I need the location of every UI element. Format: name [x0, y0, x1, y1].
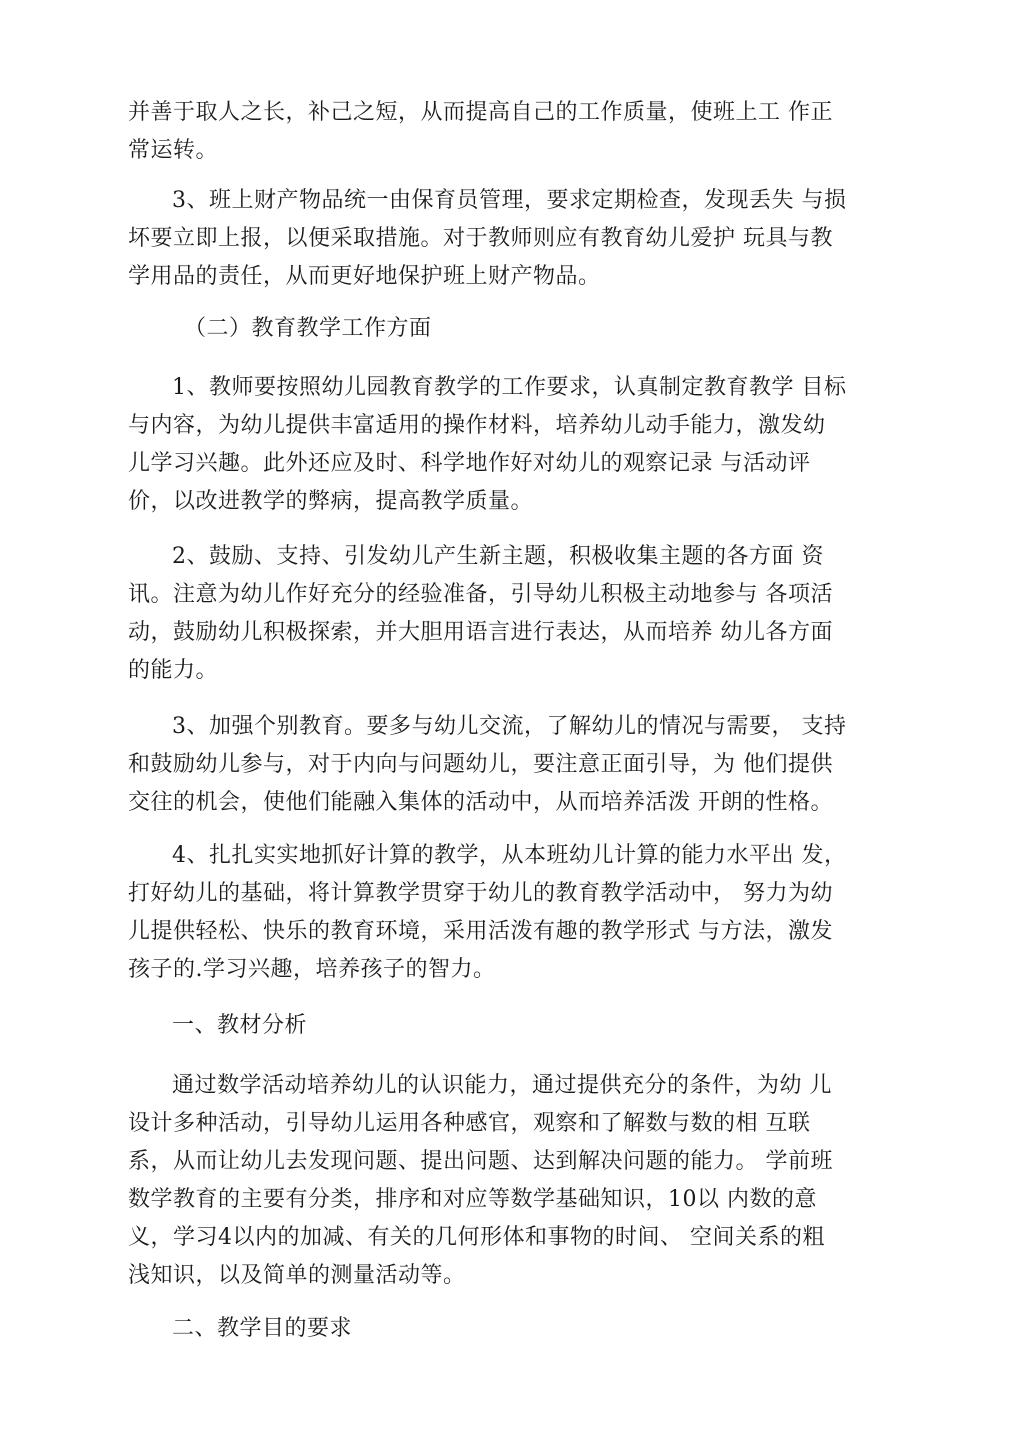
text-line: 儿提供轻松、快乐的教育环境，采用活泼有趣的教学形式 与方法，激发: [128, 919, 833, 944]
text-line: 系，从而让幼儿去发现问题、提出问题、达到解决问题的能力。 学前班: [128, 1149, 833, 1174]
text-line: 和鼓励幼儿参与，对于内向与问题幼儿，要注意正面引导，为 他们提供: [128, 752, 833, 777]
text-line: 并善于取人之长，补己之短，从而提高自己的工作质量，使班上工 作正: [128, 100, 833, 125]
text-line: 的能力。: [128, 658, 219, 683]
paragraph-continuation: [128, 94, 908, 170]
section-heading: [128, 1007, 908, 1045]
text-line: 坏要立即上报，以便采取措施。对于教师则应有教育幼儿爱护 玩具与教: [128, 226, 833, 251]
paragraph-item-3: [128, 182, 908, 296]
text-line: 孩子的.学习兴趣，培养孩子的智力。: [128, 957, 496, 982]
text-line: 与内容，为幼儿提供丰富适用的操作材料，培养幼儿动手能力，激发幼: [128, 413, 826, 438]
text-line: 通过数学活动培养幼儿的认识能力，通过提供充分的条件，为幼 儿: [172, 1073, 832, 1098]
text-line: 打好幼儿的基础，将计算教学贯穿于幼儿的教育教学活动中， 努力为幼: [128, 881, 833, 906]
paragraph-item-2: [128, 538, 908, 690]
text-line: 常运转。: [128, 138, 219, 163]
text-line: 浅知识，以及简单的测量活动等。: [128, 1263, 466, 1288]
paragraph-textbook-analysis: [128, 1067, 908, 1295]
paragraph-item-4: [128, 837, 908, 989]
text-line: 3、班上财产物品统一由保育员管理，要求定期检查，发现丢失 与损: [172, 188, 847, 213]
text-line: 学用品的责任，从而更好地保护班上财产物品。: [128, 264, 601, 289]
paragraph-item-3b: [128, 708, 908, 822]
text-line: 儿学习兴趣。此外还应及时、科学地作好对幼儿的观察记录 与活动评: [128, 451, 811, 476]
text-line: 数学教育的主要有分类，排序和对应等数学基础知识，10以 内数的意: [128, 1187, 817, 1212]
text-line: 4、扎扎实实地抓好计算的教学，从本班幼儿计算的能力水平出 发，: [172, 843, 847, 868]
text-line: 交往的机会，使他们能融入集体的活动中，从而培养活泼 开朗的性格。: [128, 790, 833, 815]
text-line: 义，学习4以内的加减、有关的几何形体和事物的时间、 空间关系的粗: [128, 1225, 825, 1250]
text-line: 2、鼓励、支持、引发幼儿产生新主题，积极收集主题的各方面 资: [172, 544, 824, 569]
heading-text: （二）教育教学工作方面: [184, 316, 432, 341]
text-line: 1、教师要按照幼儿园教育教学的工作要求，认真制定教育教学 目标: [172, 375, 847, 400]
paragraph-item-1: [128, 369, 908, 521]
text-line: 动，鼓励幼儿积极探索，并大胆用语言进行表达，从而培养 幼儿各方面: [128, 620, 833, 645]
section-heading: [128, 310, 908, 348]
text-line: 设计多种活动，引导幼儿运用各种感官，观察和了解数与数的相 互联: [128, 1111, 811, 1136]
heading-text: 二、教学目的要求: [172, 1316, 353, 1341]
heading-text: 一、教材分析: [172, 1013, 308, 1038]
text-line: 3、加强个别教育。要多与幼儿交流，了解幼儿的情况与需要， 支持: [172, 714, 847, 739]
text-line: 价，以改进教学的弊病，提高教学质量。: [128, 489, 534, 514]
section-heading: [128, 1310, 908, 1348]
text-line: 讯。注意为幼儿作好充分的经验准备，引导幼儿积极主动地参与 各项活: [128, 582, 833, 607]
